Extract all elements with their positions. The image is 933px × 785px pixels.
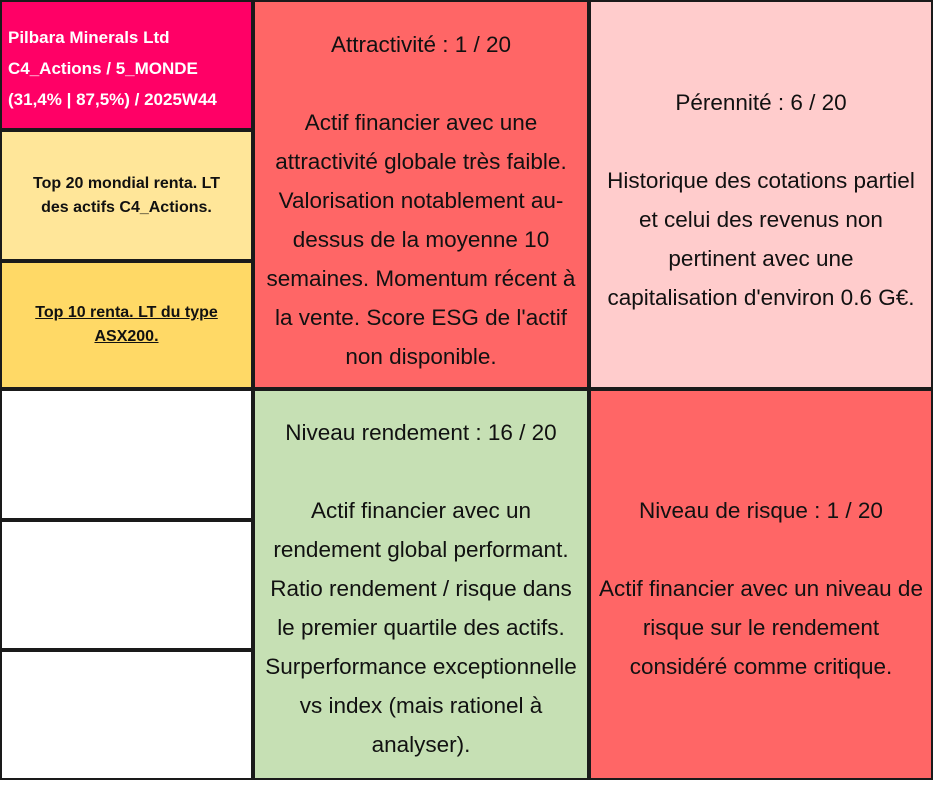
risque-text-line: considéré comme critique.: [629, 654, 893, 679]
world-ranking-line: des actifs C4_Actions.: [41, 198, 212, 216]
perennite-text-line: capitalisation d'environ 0.6 G€.: [607, 285, 915, 310]
perennite-text-line: et celui des revenus non: [639, 207, 883, 232]
risque-text-line: risque sur le rendement: [642, 615, 880, 640]
rendement-text-line: Actif financier avec un: [310, 498, 532, 523]
perennite-title: Pérennité : 6 / 20: [675, 90, 847, 115]
attractivite-text-line: dessus de la moyenne 10: [292, 227, 550, 252]
asset-category: C4_Actions / 5_MONDE: [8, 59, 198, 78]
attractivite-text-line: semaines. Momentum récent à: [266, 266, 576, 291]
rendement-title: Niveau rendement : 16 / 20: [285, 420, 557, 445]
attractivite-text-line: non disponible.: [345, 344, 497, 369]
rendement-text-line: Surperformance exceptionnelle: [265, 654, 577, 679]
asset-stats: (31,4% | 87,5%) / 2025W44: [8, 90, 217, 109]
risque-text-line: Actif financier avec un niveau de: [599, 576, 923, 601]
company-name: Pilbara Minerals Ltd: [8, 28, 170, 47]
attractivite-cell: [253, 0, 589, 389]
world-ranking-line: Top 20 mondial renta. LT: [33, 174, 220, 192]
risque-title: Niveau de risque : 1 / 20: [639, 498, 883, 523]
risque-cell: [589, 389, 933, 780]
rendement-text-line: analyser).: [371, 732, 471, 757]
attractivite-text-line: Valorisation notablement au-: [278, 188, 564, 213]
attractivite-text-line: attractivité globale très faible.: [275, 149, 567, 174]
rendement-text-line: rendement global performant.: [273, 537, 569, 562]
type-ranking-line: ASX200.: [94, 328, 159, 345]
attractivite-text-line: la vente. Score ESG de l'actif: [275, 305, 567, 330]
rendement-text-line: le premier quartile des actifs.: [277, 615, 565, 640]
attractivite-text-line: Actif financier avec une: [304, 110, 538, 135]
perennite-text-line: pertinent avec une: [668, 246, 854, 271]
world-ranking-cell: [0, 130, 253, 261]
perennite-cell: [589, 0, 933, 389]
rendement-text-line: Ratio rendement / risque dans: [270, 576, 572, 601]
perennite-text-line: Historique des cotations partiel: [607, 168, 915, 193]
type-ranking-line: Top 10 renta. LT du type: [35, 304, 218, 321]
rendement-text-line: vs index (mais rationel à: [299, 693, 543, 718]
rendement-cell: [253, 389, 589, 780]
empty-cell: [0, 520, 253, 650]
asset-header: [0, 0, 253, 130]
empty-cell: [0, 389, 253, 520]
empty-cell: [0, 650, 253, 780]
type-ranking-cell: [0, 261, 253, 389]
attractivite-title: Attractivité : 1 / 20: [330, 32, 512, 57]
